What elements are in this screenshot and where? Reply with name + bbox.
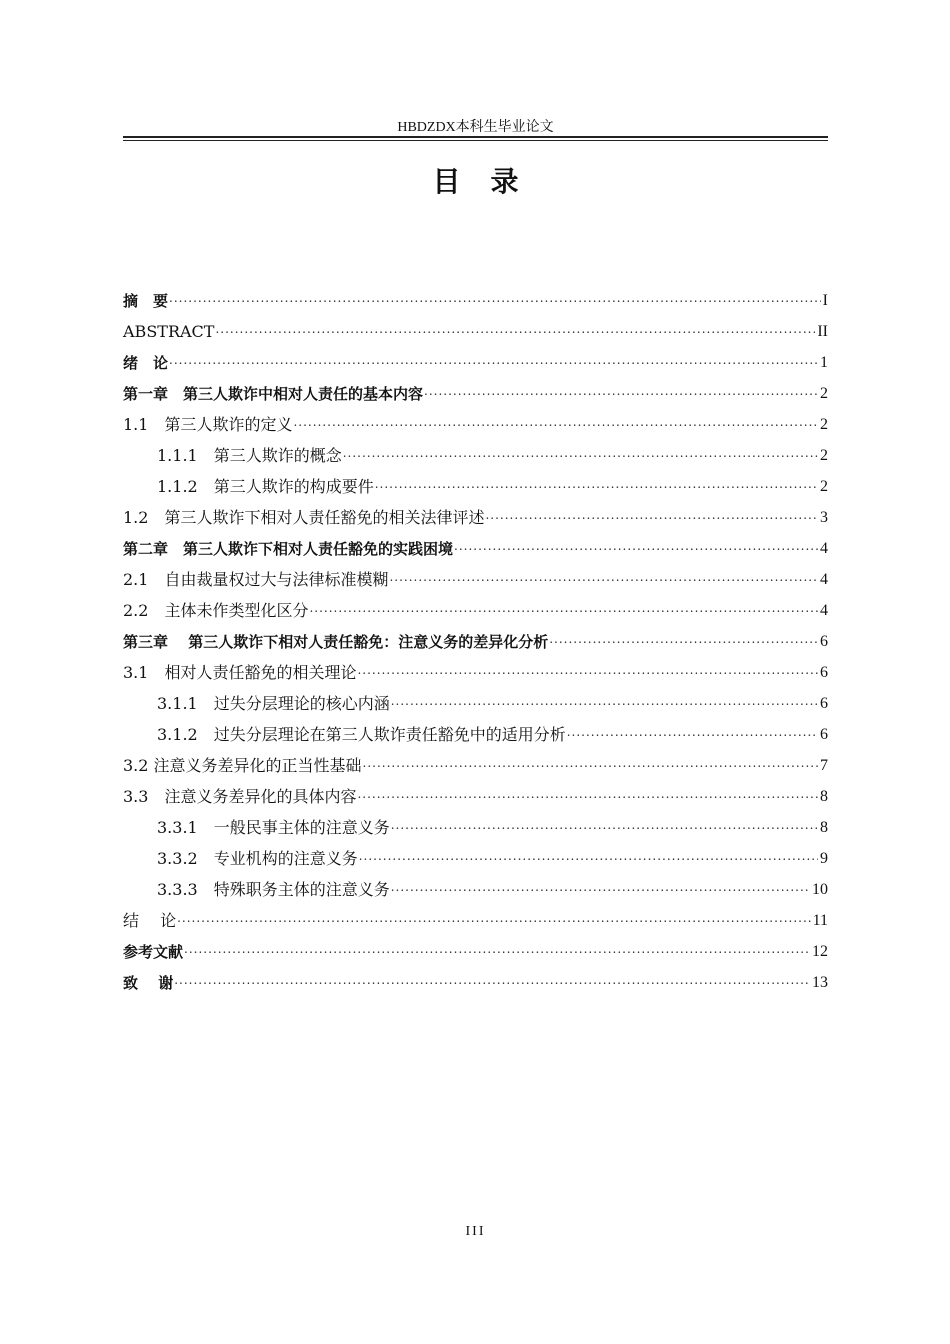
toc-entry[interactable]	[123, 404, 828, 435]
toc-entry-page: II	[817, 323, 828, 340]
toc-entry[interactable]	[123, 807, 828, 838]
toc-leader-dots	[391, 815, 818, 835]
toc-entry[interactable]	[123, 900, 828, 931]
toc-entry-label: 1.1.1 第三人欺诈的概念	[157, 446, 342, 465]
toc-leader-dots	[363, 753, 818, 773]
toc-entry-page: 6	[820, 695, 828, 712]
toc-entry-label: 1.2 第三人欺诈下相对人责任豁免的相关法律评述	[123, 508, 485, 527]
toc-entry-label: 第三章 第三人欺诈下相对人责任豁免：注意义务的差异化分析	[123, 633, 549, 651]
toc-entry-label: 第一章 第三人欺诈中相对人责任的基本内容	[123, 385, 424, 403]
toc-entry-page: I	[822, 292, 828, 309]
toc-entry-page: 4	[820, 571, 828, 588]
toc-entry-page: 8	[820, 819, 828, 836]
toc-entry-page: 2	[820, 447, 828, 464]
toc-entry[interactable]	[123, 714, 828, 745]
toc-entry-page: 4	[820, 540, 828, 557]
toc-entry-label: 3.3 注意义务差异化的具体内容	[123, 787, 357, 806]
toc-leader-dots	[424, 381, 818, 401]
toc-entry-label: 致 谢	[123, 974, 174, 992]
toc-entry-page: 3	[820, 509, 828, 526]
toc-entry-label: 3.1.2 过失分层理论在第三人欺诈责任豁免中的适用分析	[157, 725, 566, 744]
toc-leader-dots	[174, 970, 810, 990]
toc-entry[interactable]	[123, 280, 828, 311]
toc-entry-page: 2	[820, 385, 828, 402]
toc-entry-label: 3.1.1 过失分层理论的核心内涵	[157, 694, 390, 713]
toc-entry-page: 11	[812, 912, 828, 929]
toc-leader-dots	[567, 722, 818, 742]
toc-entry[interactable]	[123, 869, 828, 900]
toc-entry[interactable]	[123, 621, 828, 652]
toc-leader-dots	[485, 505, 818, 525]
toc-entry-page: 10	[812, 881, 828, 898]
toc-leader-dots	[375, 474, 818, 494]
toc-entry-page: 1	[820, 354, 828, 371]
toc-entry[interactable]	[123, 683, 828, 714]
toc-entry-label: 绪 论	[123, 354, 169, 372]
toc-entry-page: 2	[820, 416, 828, 433]
toc-entry[interactable]	[123, 931, 828, 962]
toc-entry[interactable]	[123, 466, 828, 497]
toc-leader-dots	[389, 567, 818, 587]
toc-entry-label: 2.2 主体未作类型化区分	[123, 601, 309, 620]
toc-entry-label: 3.3.1 一般民事主体的注意义务	[157, 818, 390, 837]
toc-entry-label: 参考文献	[123, 943, 184, 961]
toc-entry[interactable]	[123, 652, 828, 683]
toc-leader-dots	[391, 691, 818, 711]
toc-entry[interactable]	[123, 311, 828, 342]
toc-entry-page: 9	[820, 850, 828, 867]
toc-entry[interactable]	[123, 342, 828, 373]
toc-entry[interactable]	[123, 373, 828, 404]
toc-entry-page: 6	[820, 726, 828, 743]
toc-entry-label: 1.1.2 第三人欺诈的构成要件	[157, 477, 374, 496]
toc-entry-page: 7	[820, 757, 828, 774]
toc-entry[interactable]	[123, 745, 828, 776]
toc-entry-label: 3.3.3 特殊职务主体的注意义务	[157, 880, 390, 899]
toc-entry-label: ABSTRACT	[123, 322, 215, 341]
toc-leader-dots	[293, 412, 818, 432]
toc-entry-page: 8	[820, 788, 828, 805]
table-of-contents	[123, 280, 828, 993]
toc-leader-dots	[359, 846, 818, 866]
toc-entry-page: 4	[820, 602, 828, 619]
toc-leader-dots	[184, 939, 810, 959]
toc-leader-dots	[177, 908, 811, 928]
toc-entry-label: 1.1 第三人欺诈的定义	[123, 415, 293, 434]
toc-entry[interactable]	[123, 435, 828, 466]
toc-entry-label: 2.1 自由裁量权过大与法律标准模糊	[123, 570, 389, 589]
toc-entry-page: 6	[820, 633, 828, 650]
toc-leader-dots	[215, 319, 815, 339]
toc-entry-label: 3.2 注意义务差异化的正当性基础	[123, 756, 362, 775]
header-rule-thin	[123, 140, 828, 141]
toc-entry-label: 3.1 相对人责任豁免的相关理论	[123, 663, 357, 682]
toc-leader-dots	[549, 629, 818, 649]
toc-leader-dots	[343, 443, 818, 463]
toc-entry[interactable]	[123, 497, 828, 528]
toc-title: 目录	[432, 165, 549, 198]
toc-entry-label: 第二章 第三人欺诈下相对人责任豁免的实践困境	[123, 540, 454, 558]
toc-entry-page: 13	[812, 974, 828, 991]
header-rule-thick	[123, 136, 828, 138]
toc-entry[interactable]	[123, 962, 828, 993]
toc-entry[interactable]	[123, 528, 828, 559]
running-header: HBDZDX本科生毕业论文	[397, 120, 554, 135]
toc-entry[interactable]	[123, 559, 828, 590]
toc-entry-page: 12	[812, 943, 828, 960]
page-number: III	[465, 1224, 486, 1239]
toc-entry-label: 摘 要	[123, 292, 169, 310]
toc-entry[interactable]	[123, 776, 828, 807]
toc-leader-dots	[391, 877, 810, 897]
toc-leader-dots	[454, 536, 818, 556]
toc-leader-dots	[169, 350, 818, 370]
toc-entry-page: 2	[820, 478, 828, 495]
toc-leader-dots	[357, 784, 818, 804]
toc-entry-label: 结 论	[123, 911, 177, 930]
toc-entry[interactable]	[123, 838, 828, 869]
toc-entry-page: 6	[820, 664, 828, 681]
toc-leader-dots	[357, 660, 818, 680]
toc-entry[interactable]	[123, 590, 828, 621]
toc-leader-dots	[169, 288, 821, 308]
toc-leader-dots	[309, 598, 818, 618]
toc-entry-label: 3.3.2 专业机构的注意义务	[157, 849, 358, 868]
